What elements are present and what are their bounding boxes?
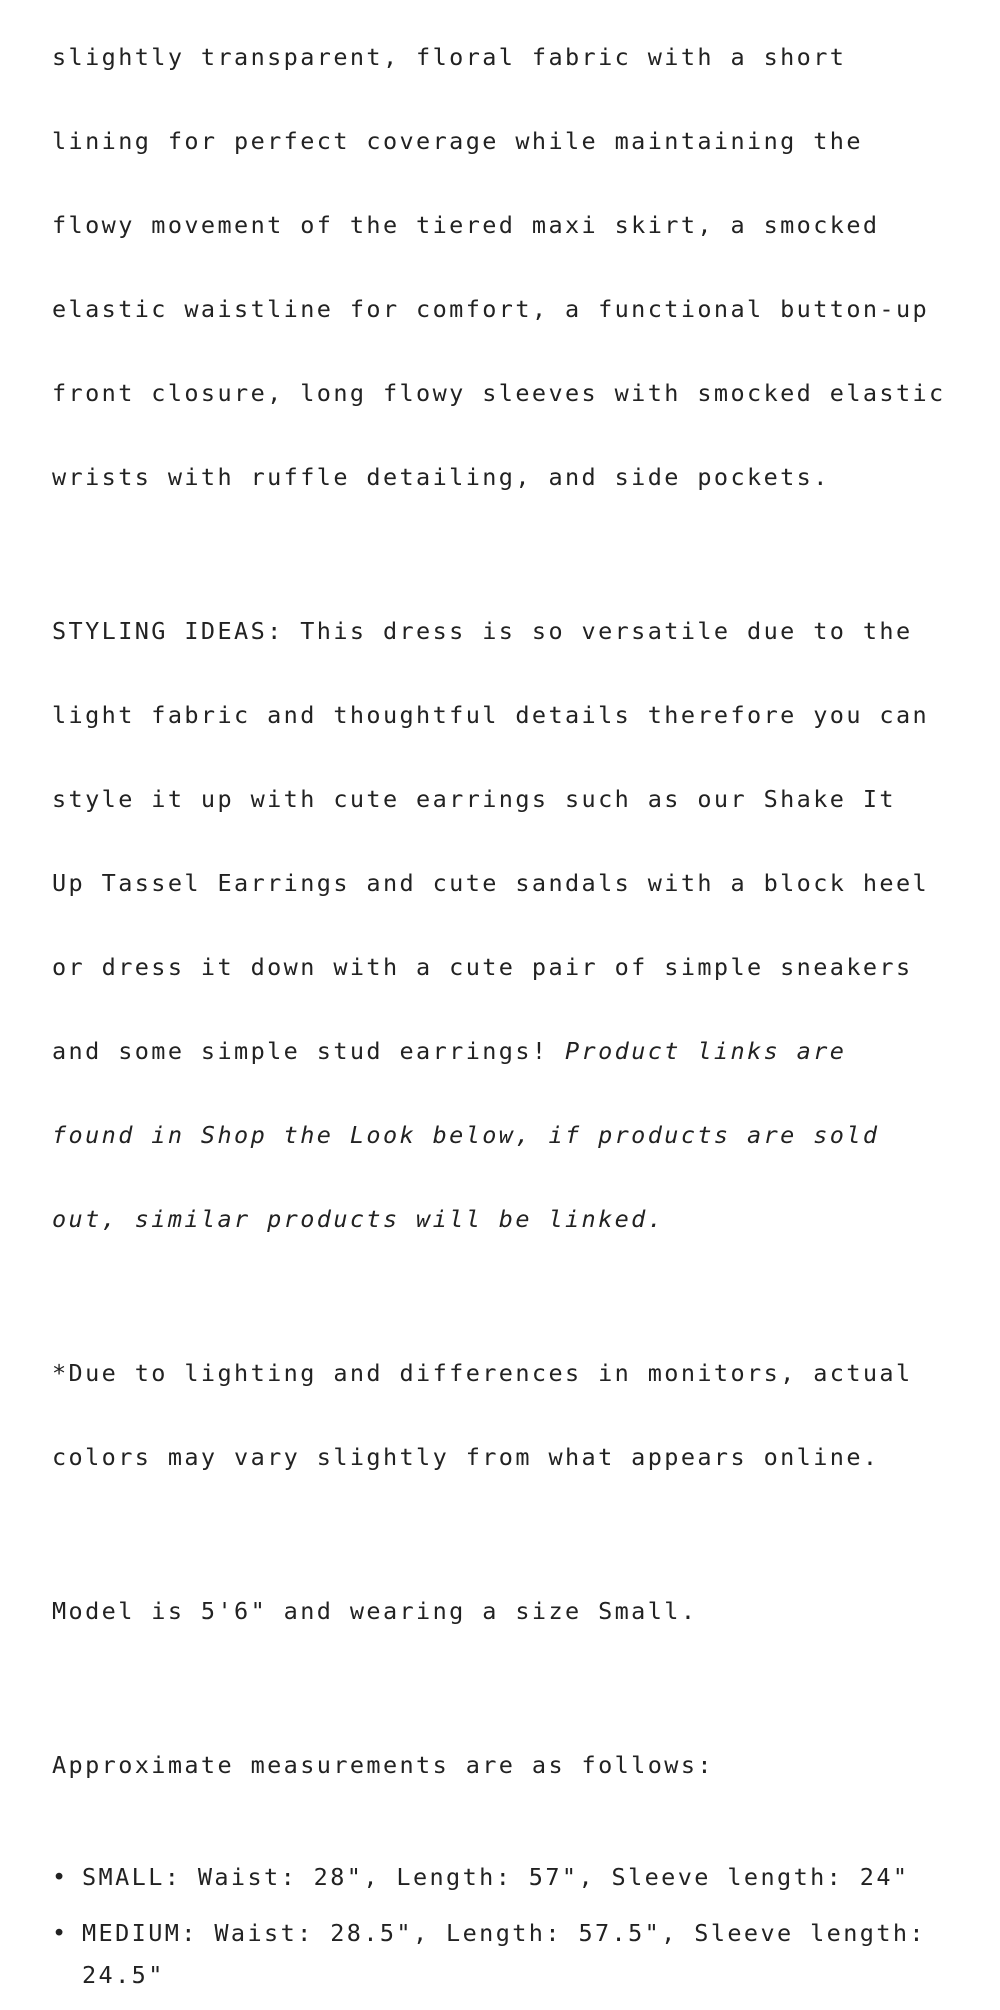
measurement-item-medium xyxy=(52,1912,952,1996)
measurement-item-small: • SMALL: Waist: 28", Length: 57", Sleeve length: 24" xyxy=(52,1856,952,1898)
description-line: front closure, long flowy sleeves with smocked elastic xyxy=(52,379,946,407)
description-line: slightly transparent, floral fabric with a short xyxy=(52,43,847,71)
styling-line-mixed xyxy=(52,1030,952,1072)
styling-line: STYLING IDEAS: This dress is so versatile due to the xyxy=(52,617,913,645)
styling-line: style it up with cute earrings such as our Shake It xyxy=(52,785,896,813)
measurements-intro xyxy=(52,1702,952,1828)
model-info xyxy=(52,1548,952,1674)
styling-line-plain: and some simple stud earrings! xyxy=(52,1037,565,1065)
measurements-list xyxy=(52,1856,952,1996)
description-paragraph xyxy=(52,0,952,540)
styling-line: Up Tassel Earrings and cute sandals with a block heel xyxy=(52,869,930,897)
disclaimer-line: *Due to lighting and differences in monitors, actual xyxy=(52,1359,913,1387)
shop-the-look-note: found in Shop the Look below, if products are sold xyxy=(52,1121,880,1149)
description-line: flowy movement of the tiered maxi skirt, a smocked xyxy=(52,211,880,239)
measurements-intro-text: Approximate measurements are as follows: xyxy=(52,1751,714,1779)
shop-the-look-note: Product links are xyxy=(565,1037,847,1065)
product-description-content xyxy=(52,0,952,2010)
styling-line: or dress it down with a cute pair of simple sneakers xyxy=(52,953,913,981)
description-line: elastic waistline for comfort, a functional button-up xyxy=(52,295,930,323)
description-line: lining for perfect coverage while maintaining the xyxy=(52,127,863,155)
model-info-text: Model is 5'6" and wearing a size Small. xyxy=(52,1597,698,1625)
measurement-medium-line: 24.5" xyxy=(82,1961,165,1989)
description-line: wrists with ruffle detailing, and side pockets. xyxy=(52,463,830,491)
shop-the-look-note: out, similar products will be linked. xyxy=(52,1205,665,1233)
styling-line: light fabric and thoughtful details therefore you can xyxy=(52,701,930,729)
styling-ideas-paragraph xyxy=(52,568,952,1282)
color-disclaimer-paragraph xyxy=(52,1310,952,1520)
disclaimer-line: colors may vary slightly from what appears online. xyxy=(52,1443,880,1471)
measurement-medium-line: MEDIUM: Waist: 28.5", Length: 57.5", Sleeve length: xyxy=(82,1919,926,1947)
